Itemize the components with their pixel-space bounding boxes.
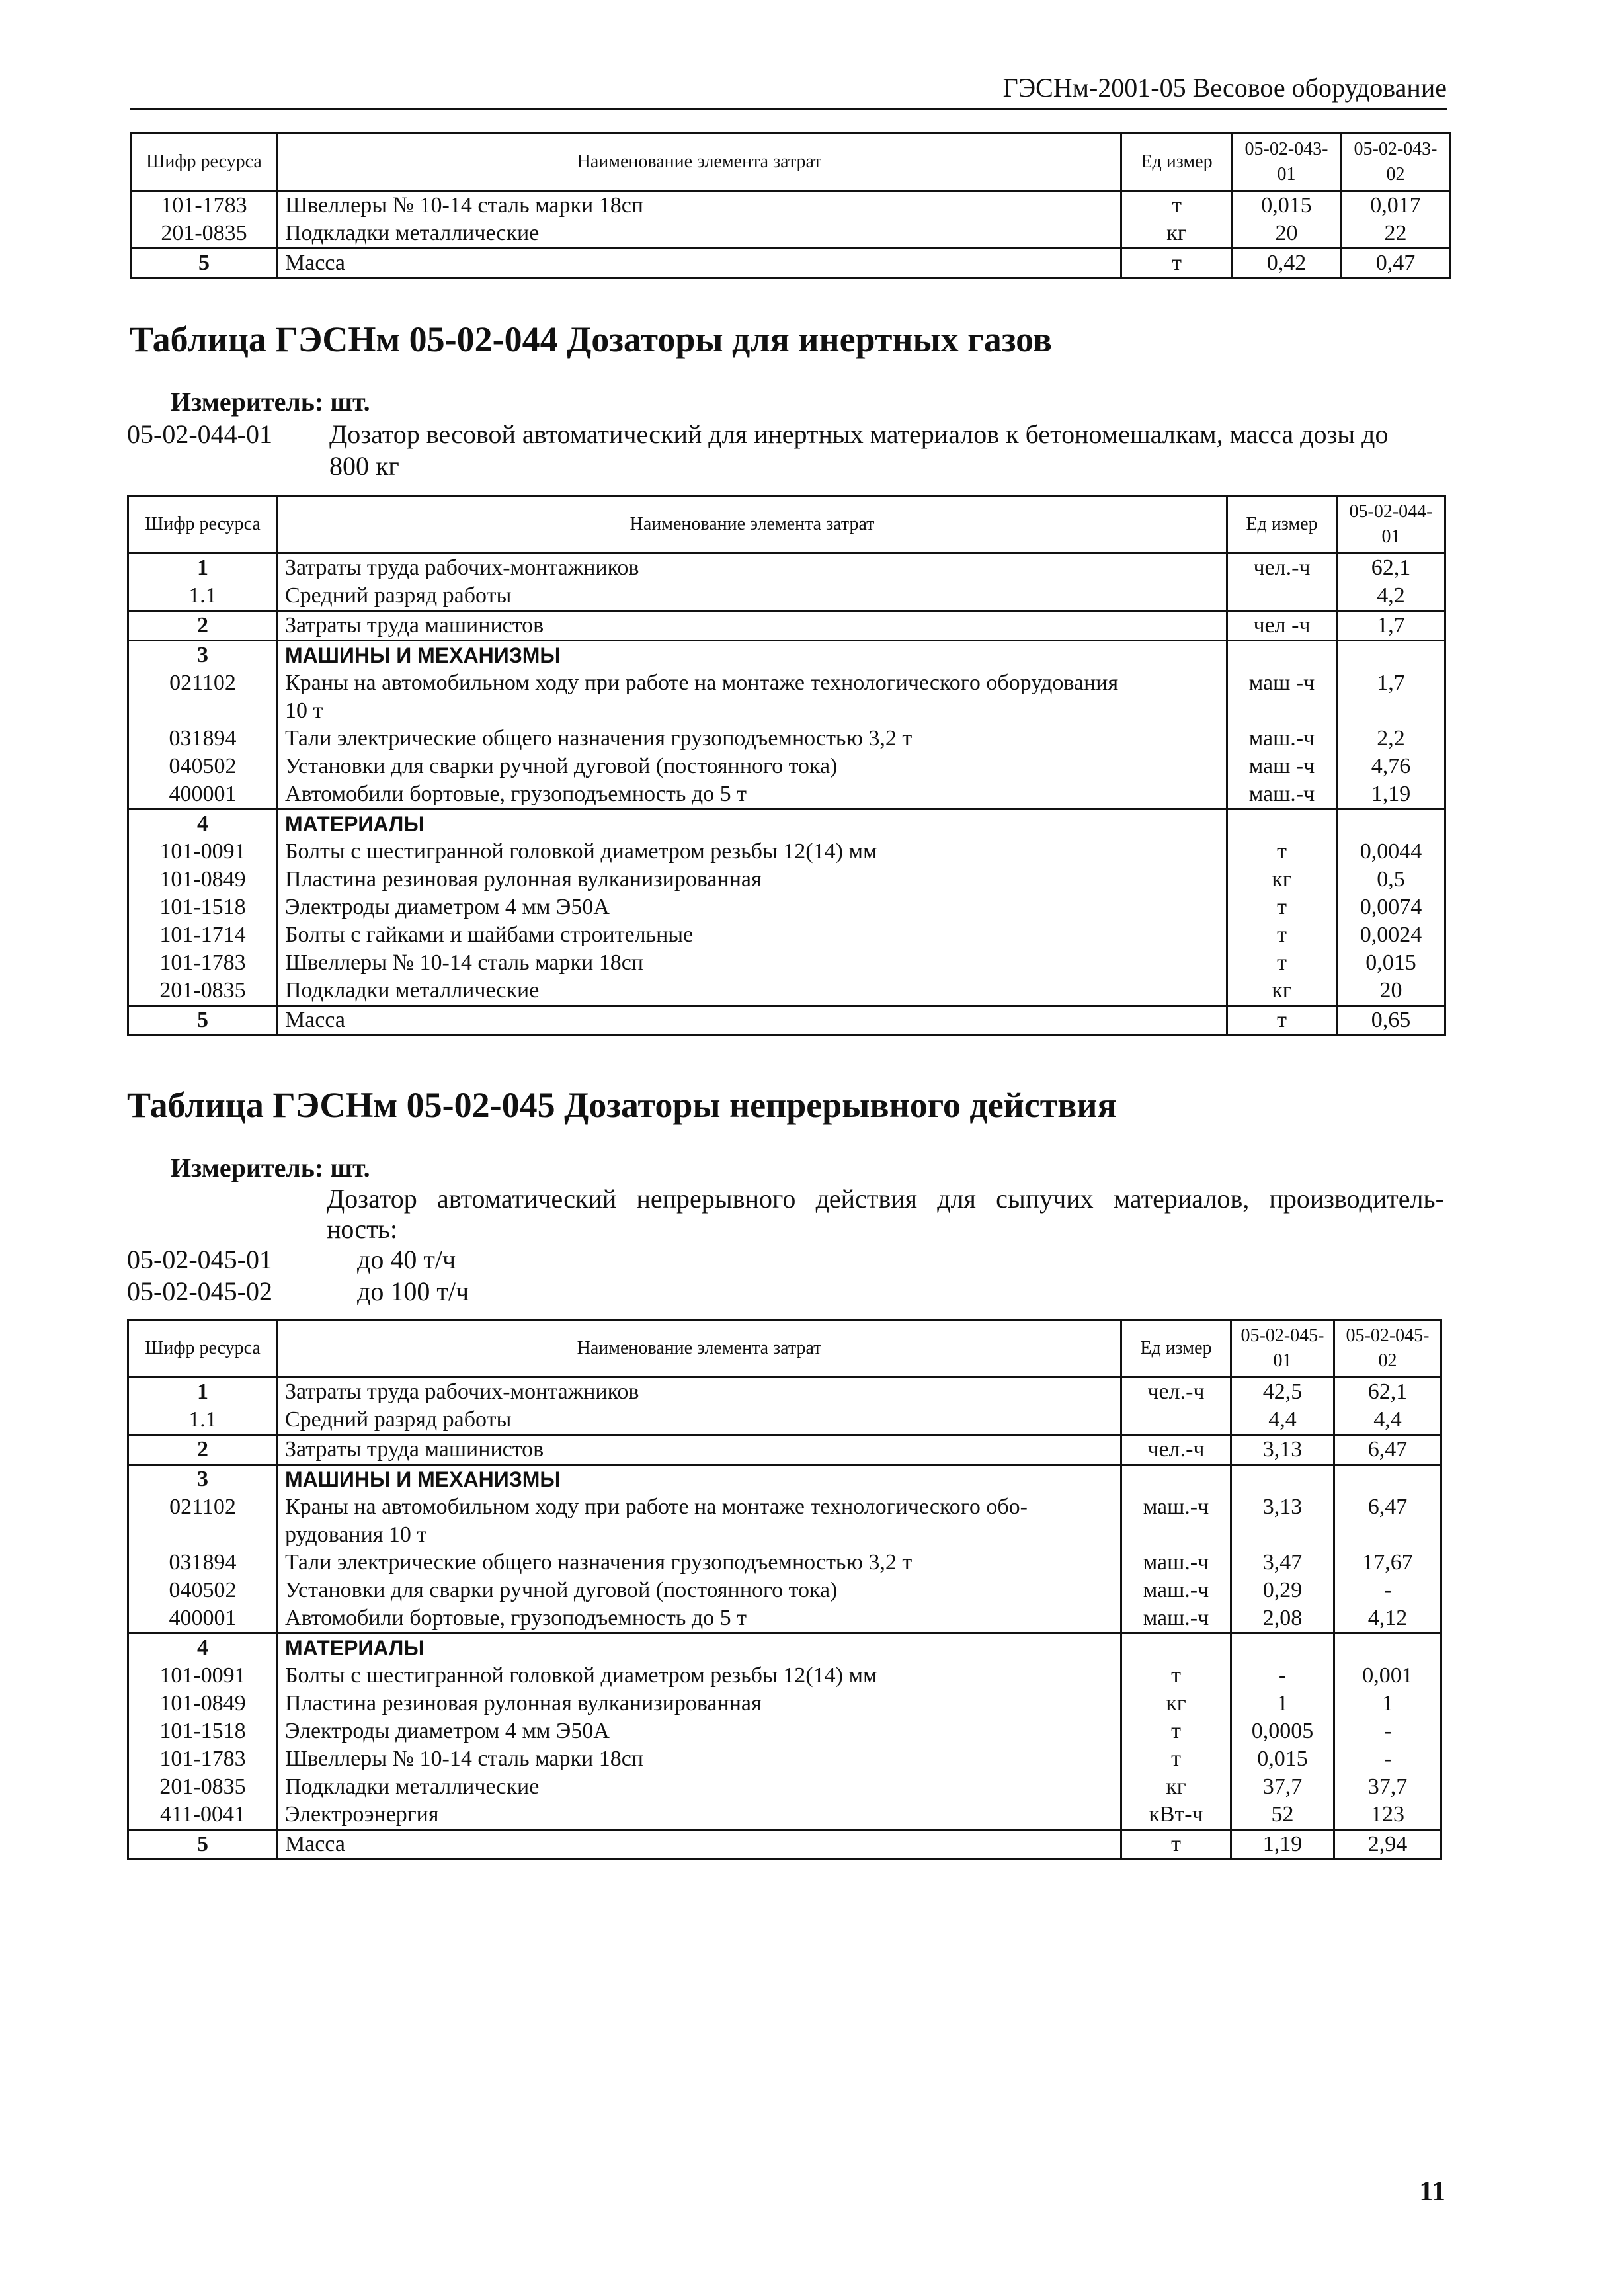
cell-v1: 62,1 (1337, 554, 1445, 583)
cell-unit (1227, 809, 1337, 839)
cell-unit: кВт-ч (1121, 1801, 1231, 1830)
cell-code: 101-1783 (128, 949, 278, 977)
cell-code: 2 (128, 611, 278, 641)
cell-v2: 2,94 (1334, 1830, 1441, 1860)
cell-v1: 0,42 (1233, 249, 1341, 278)
running-header: ГЭСНм-2001-05 Весовое оборудование (130, 69, 1447, 110)
cell-unit (1121, 1521, 1231, 1549)
work-text-044-line2: 800 кг (329, 451, 399, 481)
cell-v1: 3,13 (1231, 1435, 1334, 1465)
cell-unit: маш.-ч (1227, 780, 1337, 809)
meter-045 (171, 1151, 370, 1185)
variant-code-045-01: 05-02-045-01 (127, 1245, 272, 1274)
cell-code: 101-1714 (128, 921, 278, 949)
cell-code: 101-0091 (128, 838, 278, 866)
cell-code: 021102 (128, 669, 278, 697)
cell-unit: т (1121, 249, 1233, 278)
cell-v1: 0,0024 (1337, 921, 1445, 949)
cell-name: Затраты труда рабочих-монтажников (278, 1378, 1121, 1407)
cell-name: Швеллеры № 10-14 сталь марки 18сп (278, 191, 1121, 220)
work-text-044-line1: Дозатор весовой автоматический для инертных материалов к бетономешалкам, масса дозы до (329, 419, 1389, 449)
cell-v2 (1334, 1633, 1441, 1663)
cell-v2: 6,47 (1334, 1493, 1441, 1521)
cell-v2: - (1334, 1745, 1441, 1773)
cell-unit: кг (1121, 1690, 1231, 1717)
table-row (128, 1378, 1441, 1407)
cell-code: 201-0835 (131, 220, 278, 249)
cell-unit: маш.-ч (1121, 1577, 1231, 1604)
cell-unit (1227, 697, 1337, 725)
cell-unit (1227, 641, 1337, 670)
cell-code: 101-1518 (128, 1717, 278, 1745)
cell-name: Тали электрические общего назначения грузоподъемностью 3,2 т (278, 1549, 1121, 1577)
cell-code: 101-1518 (128, 893, 278, 921)
cell-name: Электроды диаметром 4 мм Э50А (278, 893, 1227, 921)
cell-v2: 4,4 (1334, 1406, 1441, 1435)
cell-v1: 1,19 (1337, 780, 1445, 809)
cell-name: Швеллеры № 10-14 сталь марки 18сп (278, 1745, 1121, 1773)
cell-unit: маш.-ч (1121, 1493, 1231, 1521)
cell-v1: 52 (1231, 1801, 1334, 1830)
col-header-norm-1: 05-02-044-01 (1337, 496, 1445, 554)
cell-v2: - (1334, 1717, 1441, 1745)
cell-v1: 2,2 (1337, 725, 1445, 753)
cell-v1 (1337, 809, 1445, 839)
table-row (128, 1006, 1445, 1036)
work-text-045-line2: ность: (327, 1214, 397, 1244)
cell-name: Автомобили бортовые, грузоподъемность до 5 т (278, 780, 1227, 809)
cell-code: 1.1 (128, 582, 278, 611)
table-043-tail (130, 132, 1451, 279)
cell-v1: 20 (1337, 977, 1445, 1006)
cell-unit: кг (1121, 1773, 1231, 1801)
cell-name: МАТЕРИАЛЫ (278, 809, 1227, 839)
cell-unit: т (1227, 838, 1337, 866)
cell-unit: т (1227, 949, 1337, 977)
table-row (128, 977, 1445, 1006)
cell-name: МАШИНЫ И МЕХАНИЗМЫ (278, 1465, 1121, 1494)
table-row (128, 809, 1445, 839)
cell-code: 1 (128, 1378, 278, 1407)
cell-code: 101-0849 (128, 1690, 278, 1717)
meter-044 (171, 385, 370, 419)
cell-unit: т (1121, 1662, 1231, 1690)
page-number: 11 (1419, 2176, 1445, 2207)
cell-v2: 0,001 (1334, 1662, 1441, 1690)
cell-name: Электроэнергия (278, 1801, 1121, 1830)
table-row (128, 1604, 1441, 1633)
cell-name: 10 т (278, 697, 1227, 725)
cell-name: Средний разряд работы (278, 1406, 1121, 1435)
cell-code: 101-1783 (131, 191, 278, 220)
table-row (128, 838, 1445, 866)
cell-name: Затраты труда рабочих-монтажников (278, 554, 1227, 583)
cell-v1: 0,0005 (1231, 1717, 1334, 1745)
table-row (128, 1521, 1441, 1549)
cell-v1: 0,5 (1337, 866, 1445, 893)
cell-unit: маш.-ч (1227, 725, 1337, 753)
cell-name: Затраты труда машинистов (278, 611, 1227, 641)
cell-v1: 4,76 (1337, 753, 1445, 780)
cell-code: 1.1 (128, 1406, 278, 1435)
cell-v1: 42,5 (1231, 1378, 1334, 1407)
cell-code: 400001 (128, 780, 278, 809)
table-row (128, 725, 1445, 753)
table-045 (127, 1319, 1442, 1860)
cell-v1: 4,4 (1231, 1406, 1334, 1435)
work-code-044: 05-02-044-01 (127, 419, 272, 449)
cell-name: Электроды диаметром 4 мм Э50А (278, 1717, 1121, 1745)
cell-code (128, 1521, 278, 1549)
table-row (131, 220, 1451, 249)
cell-unit: кг (1121, 220, 1233, 249)
cell-name: МАШИНЫ И МЕХАНИЗМЫ (278, 641, 1227, 670)
table-row (128, 780, 1445, 809)
meter-value: шт. (330, 1153, 370, 1182)
variant-code-045-02: 05-02-045-02 (127, 1276, 272, 1306)
cell-code: 031894 (128, 725, 278, 753)
cell-code: 411-0041 (128, 1801, 278, 1830)
table-row (128, 669, 1445, 697)
cell-v2: 37,7 (1334, 1773, 1441, 1801)
cell-name: Подкладки металлические (278, 977, 1227, 1006)
cell-unit: чел.-ч (1121, 1435, 1231, 1465)
table-row (128, 1465, 1441, 1494)
table-row (128, 1633, 1441, 1663)
cell-code: 040502 (128, 1577, 278, 1604)
col-header-name: Наименование элемента затрат (278, 134, 1121, 191)
cell-name: МАТЕРИАЛЫ (278, 1633, 1121, 1663)
cell-name: рудования 10 т (278, 1521, 1121, 1549)
cell-unit (1121, 1465, 1231, 1494)
cell-v1 (1337, 697, 1445, 725)
table-row (128, 1406, 1441, 1435)
cell-code: 031894 (128, 1549, 278, 1577)
cell-unit: кг (1227, 866, 1337, 893)
col-header-unit: Ед измер (1121, 1320, 1231, 1378)
cell-code: 4 (128, 809, 278, 839)
cell-code: 5 (128, 1006, 278, 1036)
col-header-code: Шифр ресурса (128, 1320, 278, 1378)
cell-v1: 4,2 (1337, 582, 1445, 611)
table-row (128, 1493, 1441, 1521)
table-row (128, 1717, 1441, 1745)
work-text-045-line1: Дозатор автоматический непрерывного действия для сыпучих материалов, производитель- (327, 1184, 1444, 1214)
cell-name: Болты с гайками и шайбами строительные (278, 921, 1227, 949)
table-row (128, 1690, 1441, 1717)
cell-v2: 22 (1341, 220, 1451, 249)
cell-name: Болты с шестигранной головкой диаметром резьбы 12(14) мм (278, 1662, 1121, 1690)
col-header-norm-2: 05-02-043-02 (1341, 134, 1451, 191)
cell-v2: 6,47 (1334, 1435, 1441, 1465)
cell-v1: 3,13 (1231, 1493, 1334, 1521)
cell-name: Подкладки металлические (278, 220, 1121, 249)
cell-unit: т (1227, 921, 1337, 949)
cell-unit: т (1121, 1830, 1231, 1860)
col-header-code: Шифр ресурса (128, 496, 278, 554)
cell-name: Установки для сварки ручной дуговой (постоянного тока) (278, 753, 1227, 780)
cell-v2: 0,017 (1341, 191, 1451, 220)
cell-v2 (1334, 1465, 1441, 1494)
table-row (128, 641, 1445, 670)
cell-v1: 1 (1231, 1690, 1334, 1717)
cell-name: Краны на автомобильном ходу при работе на монтаже технологического обо- (278, 1493, 1121, 1521)
cell-v1: 0,015 (1337, 949, 1445, 977)
cell-v1: 0,015 (1231, 1745, 1334, 1773)
col-header-name: Наименование элемента затрат (278, 496, 1227, 554)
cell-v1: 1,19 (1231, 1830, 1334, 1860)
table-044 (127, 495, 1446, 1036)
cell-code: 101-0091 (128, 1662, 278, 1690)
cell-v1: 0,015 (1233, 191, 1341, 220)
cell-unit: чел.-ч (1121, 1378, 1231, 1407)
table-row (128, 893, 1445, 921)
cell-code: 201-0835 (128, 977, 278, 1006)
cell-unit: чел.-ч (1227, 554, 1337, 583)
cell-unit: кг (1227, 977, 1337, 1006)
cell-v2: 1 (1334, 1690, 1441, 1717)
variant-text-045-02: до 100 т/ч (357, 1276, 469, 1306)
cell-name: Тали электрические общего назначения грузоподъемностью 3,2 т (278, 725, 1227, 753)
cell-v1: 0,0044 (1337, 838, 1445, 866)
col-header-norm-1: 05-02-043-01 (1233, 134, 1341, 191)
cell-v1: 37,7 (1231, 1773, 1334, 1801)
table-row (128, 611, 1445, 641)
table-row (128, 753, 1445, 780)
table-row (128, 1801, 1441, 1830)
cell-code: 3 (128, 1465, 278, 1494)
table-row (128, 697, 1445, 725)
meter-label: Измеритель: (171, 387, 324, 417)
cell-v1: 0,0074 (1337, 893, 1445, 921)
cell-unit: маш -ч (1227, 669, 1337, 697)
col-header-unit: Ед измер (1121, 134, 1233, 191)
cell-v1: 2,08 (1231, 1604, 1334, 1633)
cell-name: Пластина резиновая рулонная вулканизированная (278, 866, 1227, 893)
section-title-045: Таблица ГЭСНм 05-02-045 Дозаторы непрерывного действия (127, 1085, 1117, 1125)
cell-v1: - (1231, 1662, 1334, 1690)
cell-unit: т (1227, 893, 1337, 921)
cell-v2 (1334, 1521, 1441, 1549)
table-row (128, 554, 1445, 583)
cell-unit: маш.-ч (1121, 1549, 1231, 1577)
cell-name: Автомобили бортовые, грузоподъемность до 5 т (278, 1604, 1121, 1633)
cell-code: 2 (128, 1435, 278, 1465)
cell-code: 400001 (128, 1604, 278, 1633)
cell-name: Пластина резиновая рулонная вулканизированная (278, 1690, 1121, 1717)
cell-v1 (1231, 1633, 1334, 1663)
cell-code: 3 (128, 641, 278, 670)
section-title-044: Таблица ГЭСНм 05-02-044 Дозаторы для инертных газов (130, 319, 1052, 359)
cell-name: Установки для сварки ручной дуговой (постоянного тока) (278, 1577, 1121, 1604)
cell-name: Масса (278, 1830, 1121, 1860)
cell-code: 101-0849 (128, 866, 278, 893)
cell-name: Краны на автомобильном ходу при работе на монтаже технологического оборудования (278, 669, 1227, 697)
cell-v1 (1337, 641, 1445, 670)
cell-unit: маш.-ч (1121, 1604, 1231, 1633)
cell-code: 101-1783 (128, 1745, 278, 1773)
cell-unit: т (1121, 1745, 1231, 1773)
cell-name: Масса (278, 1006, 1227, 1036)
variant-text-045-01: до 40 т/ч (357, 1245, 456, 1274)
cell-code: 4 (128, 1633, 278, 1663)
cell-unit (1227, 582, 1337, 611)
cell-v1: 1,7 (1337, 611, 1445, 641)
col-header-norm-2: 05-02-045-02 (1334, 1320, 1441, 1378)
cell-code: 040502 (128, 753, 278, 780)
cell-code: 201-0835 (128, 1773, 278, 1801)
meter-label: Измеритель: (171, 1153, 324, 1182)
table-row (128, 1830, 1441, 1860)
cell-code: 5 (131, 249, 278, 278)
col-header-code: Шифр ресурса (131, 134, 278, 191)
cell-unit: маш -ч (1227, 753, 1337, 780)
cell-unit: т (1227, 1006, 1337, 1036)
cell-name: Швеллеры № 10-14 сталь марки 18сп (278, 949, 1227, 977)
col-header-unit: Ед измер (1227, 496, 1337, 554)
cell-v2: - (1334, 1577, 1441, 1604)
cell-v1: 20 (1233, 220, 1341, 249)
cell-unit: чел -ч (1227, 611, 1337, 641)
cell-v1: 3,47 (1231, 1549, 1334, 1577)
col-header-name: Наименование элемента затрат (278, 1320, 1121, 1378)
table-row (128, 1577, 1441, 1604)
cell-name: Масса (278, 249, 1121, 278)
meter-value: шт. (330, 387, 370, 417)
table-row (131, 191, 1451, 220)
cell-name: Затраты труда машинистов (278, 1435, 1121, 1465)
cell-code: 1 (128, 554, 278, 583)
cell-v2: 17,67 (1334, 1549, 1441, 1577)
cell-code: 021102 (128, 1493, 278, 1521)
table-row (128, 921, 1445, 949)
cell-code: 5 (128, 1830, 278, 1860)
cell-unit: т (1121, 1717, 1231, 1745)
cell-v1: 0,65 (1337, 1006, 1445, 1036)
table-row (131, 249, 1451, 278)
cell-name: Болты с шестигранной головкой диаметром резьбы 12(14) мм (278, 838, 1227, 866)
cell-v1 (1231, 1465, 1334, 1494)
cell-v2: 0,47 (1341, 249, 1451, 278)
cell-v2: 4,12 (1334, 1604, 1441, 1633)
cell-v2: 123 (1334, 1801, 1441, 1830)
table-row (128, 1549, 1441, 1577)
cell-name: Подкладки металлические (278, 1773, 1121, 1801)
table-row (128, 1662, 1441, 1690)
table-row (128, 949, 1445, 977)
cell-v1 (1231, 1521, 1334, 1549)
cell-unit: т (1121, 191, 1233, 220)
col-header-norm-1: 05-02-045-01 (1231, 1320, 1334, 1378)
cell-name: Средний разряд работы (278, 582, 1227, 611)
cell-v1: 0,29 (1231, 1577, 1334, 1604)
cell-unit (1121, 1406, 1231, 1435)
cell-unit (1121, 1633, 1231, 1663)
table-row (128, 1745, 1441, 1773)
cell-v1: 1,7 (1337, 669, 1445, 697)
cell-code (128, 697, 278, 725)
table-row (128, 1435, 1441, 1465)
table-row (128, 866, 1445, 893)
table-row (128, 582, 1445, 611)
table-row (128, 1773, 1441, 1801)
cell-v2: 62,1 (1334, 1378, 1441, 1407)
